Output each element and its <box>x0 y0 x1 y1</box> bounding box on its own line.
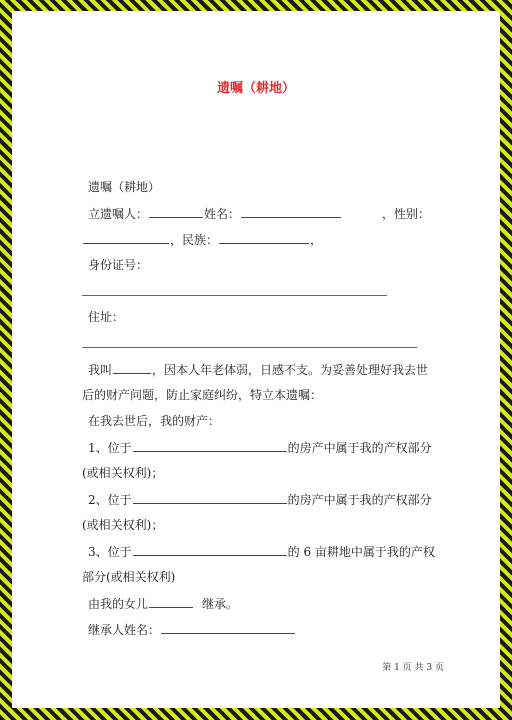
address-line <box>88 310 124 324</box>
id-label: 身份证号： <box>88 258 149 272</box>
own-name-blank <box>113 362 151 374</box>
item2-cont: (或相关权利)； <box>82 518 164 532</box>
para1-line2 <box>82 388 322 402</box>
item1-cont: (或相关权利)； <box>82 466 164 480</box>
item3-blank <box>133 544 287 556</box>
inherit-text-b: 继承。 <box>202 597 239 611</box>
item1-cont-line <box>82 466 163 480</box>
item3-suffix: 的 6 亩耕地中属于我的产权 <box>287 545 435 559</box>
ethnicity-label: ，民族： <box>170 233 219 247</box>
heir-name-line <box>88 622 296 637</box>
para1-line1 <box>88 362 428 377</box>
testator-label: 立遗嘱人： <box>88 207 149 221</box>
heading-text: 遗嘱（耕地） <box>88 180 161 194</box>
address-label: 住址： <box>88 310 125 324</box>
address-blank-line <box>82 347 417 348</box>
item1-suffix: 的房产中属于我的产权部分 <box>287 441 432 455</box>
inherit-text-a: 由我的女儿 <box>88 597 149 611</box>
item3-cont-line <box>82 570 175 584</box>
item3-cont: 部分(或相关权利) <box>82 570 176 584</box>
item2-line <box>88 492 432 507</box>
id-blank-line <box>82 295 387 296</box>
item1-prefix: 1、位于 <box>88 441 132 455</box>
item1-blank <box>133 440 287 452</box>
page-footer: 第 1 页 共 3 页 <box>382 663 444 673</box>
testator-blank <box>149 206 203 218</box>
name-label: 姓名： <box>204 207 241 221</box>
item2-suffix: 的房产中属于我的产权部分 <box>287 493 432 507</box>
after-death-text: 在我去世后，我的财产： <box>88 414 221 428</box>
para1-text-a: 我叫 <box>88 363 113 377</box>
heir-name-label: 继承人姓名： <box>88 623 161 637</box>
document-page <box>12 11 500 708</box>
document-title: 遗嘱（耕地） <box>216 81 295 96</box>
para1-text-b: ，因本人年老体弱，日感不支。为妥善处理好我去世 <box>152 363 429 377</box>
para1-text-c: 后的财产问题，防止家庭纠纷，特立本遗嘱： <box>82 388 323 402</box>
heir-name-blank <box>161 622 295 634</box>
item2-blank <box>133 492 287 504</box>
item1-line <box>88 440 432 455</box>
ethnicity-blank <box>219 232 309 244</box>
gender-blank <box>83 232 169 244</box>
ethnicity-line: ，民族： ， <box>82 232 322 247</box>
gender-label: ，性别： <box>382 207 431 221</box>
id-line <box>88 258 148 272</box>
daughter-blank <box>149 596 193 608</box>
heading-line <box>88 180 160 194</box>
after-death-line <box>88 414 220 428</box>
item3-line <box>88 544 435 559</box>
testator-line <box>88 206 430 221</box>
inherit-line <box>88 596 238 611</box>
name-blank <box>241 206 341 218</box>
item3-prefix: 3、位于 <box>88 545 132 559</box>
item2-cont-line <box>82 518 163 532</box>
item2-prefix: 2、位于 <box>88 493 132 507</box>
